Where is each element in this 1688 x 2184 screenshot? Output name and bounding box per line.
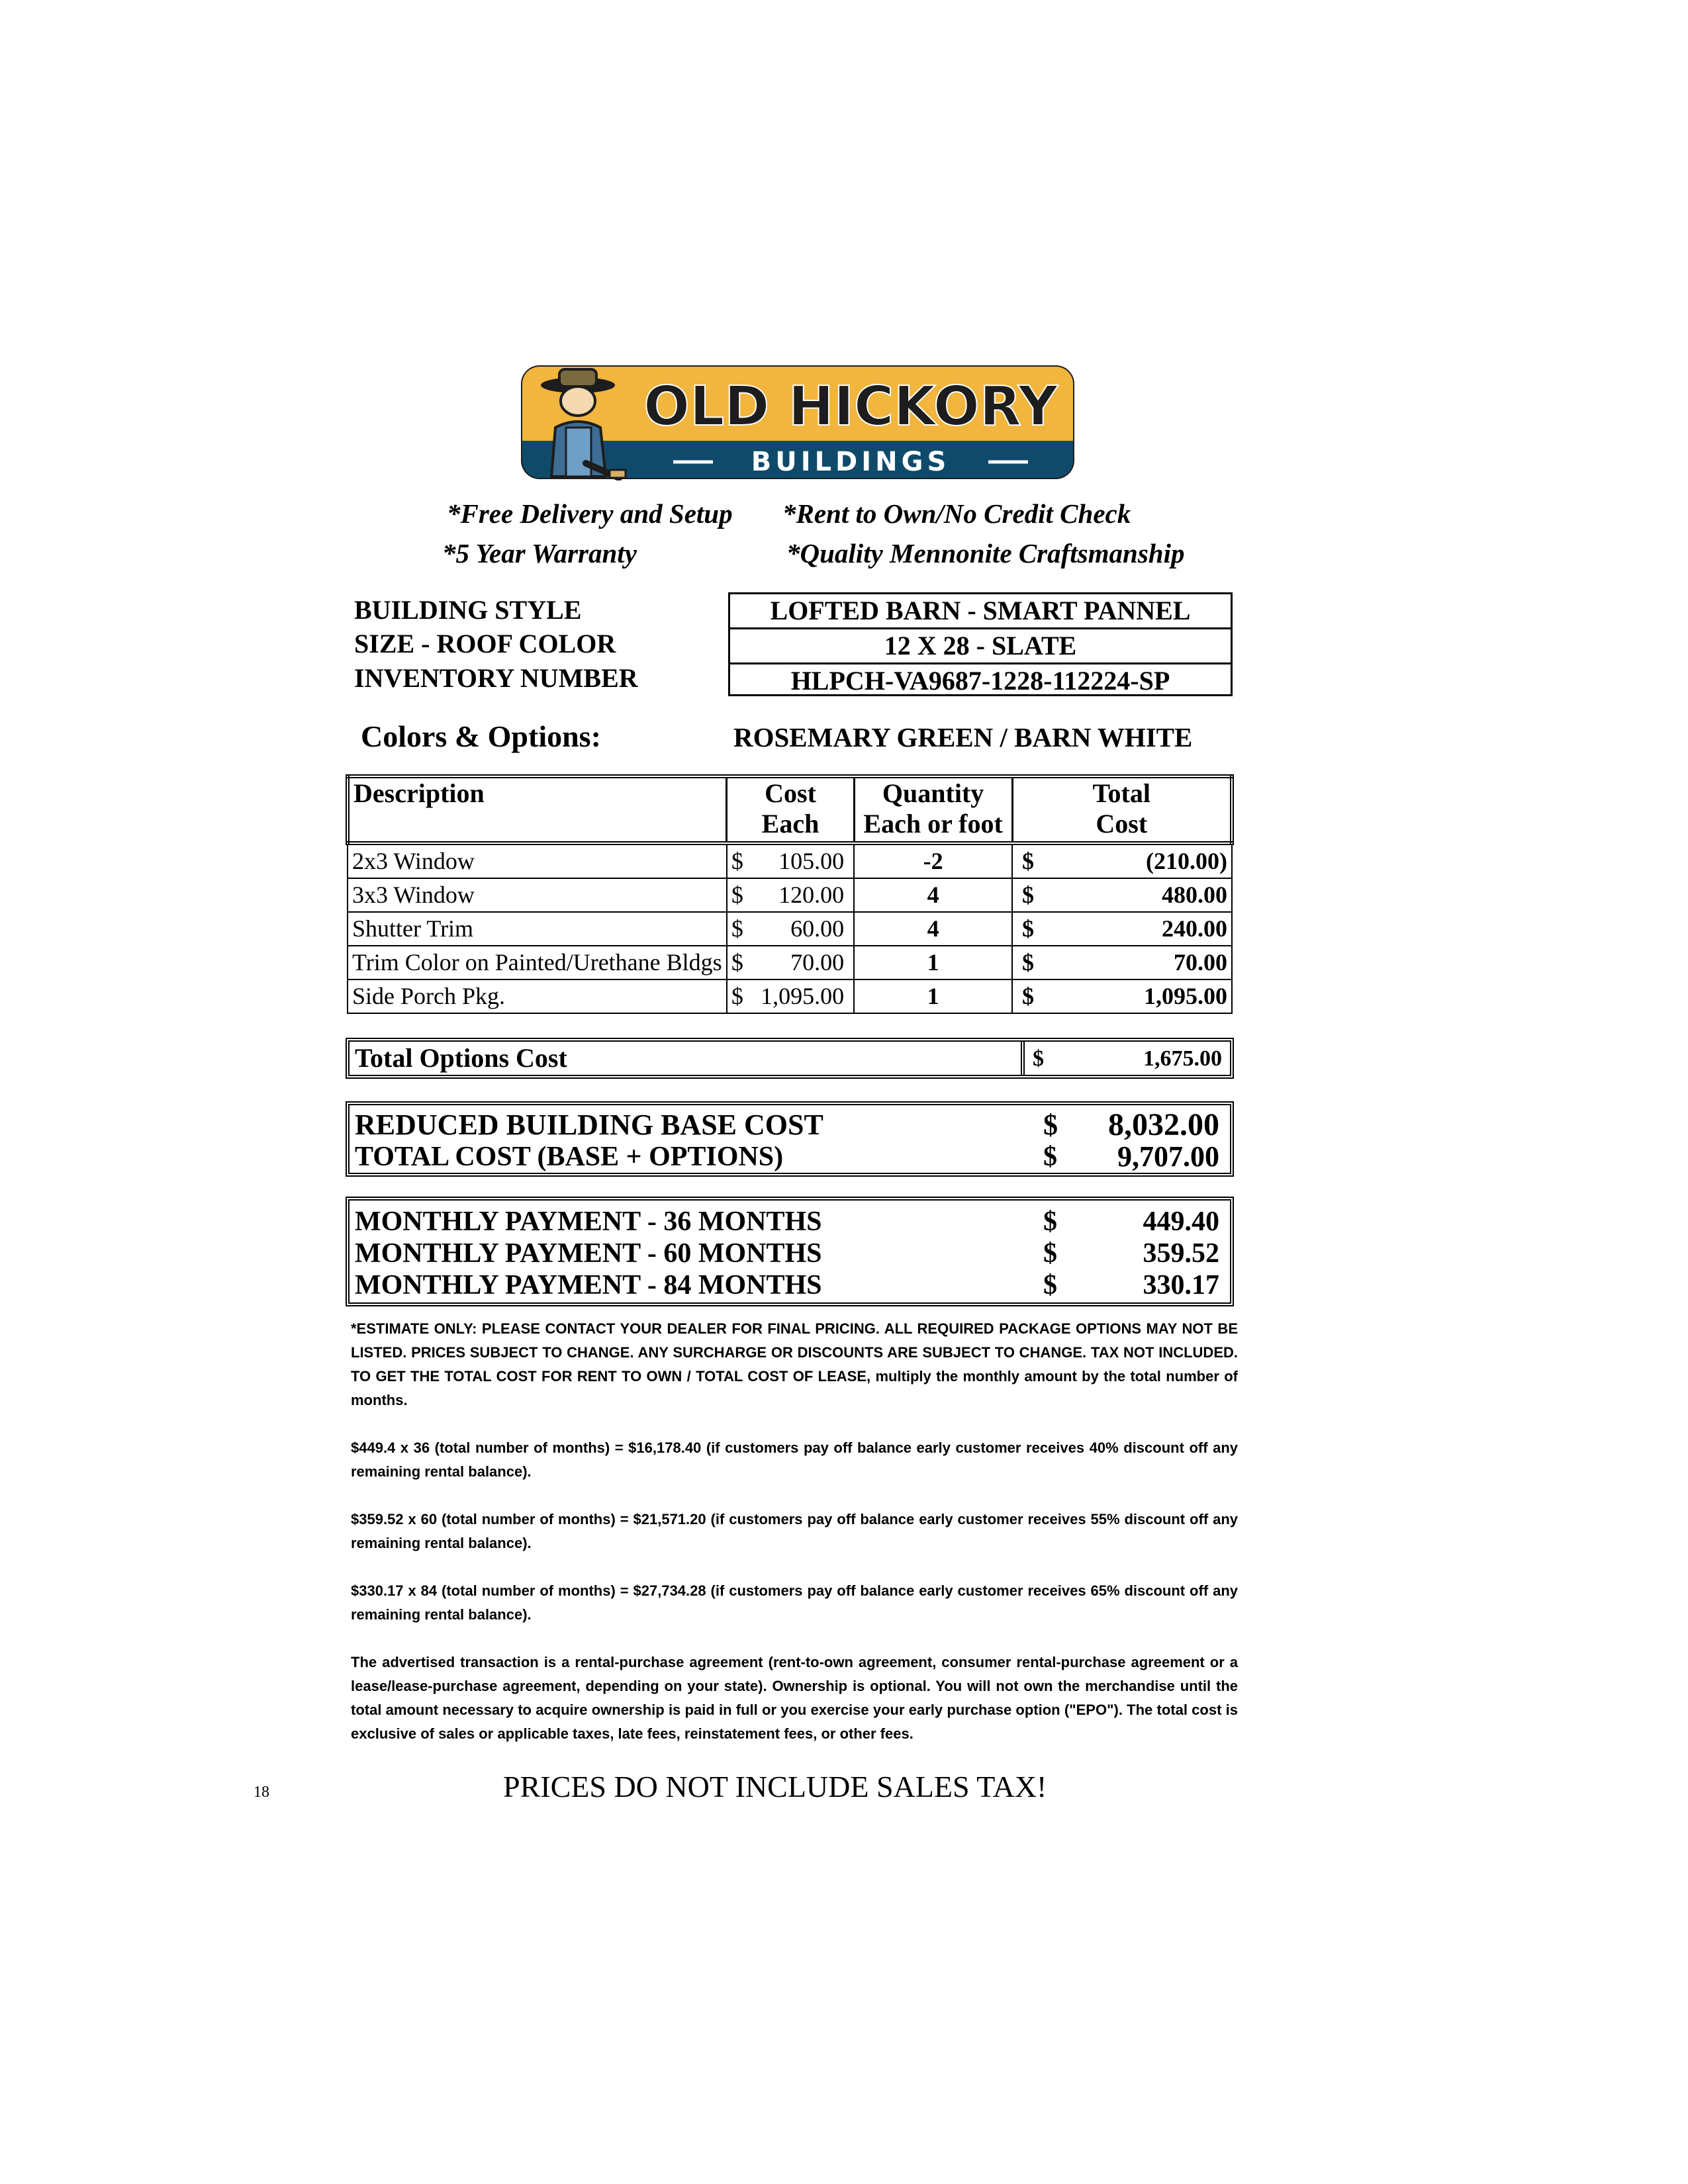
base-cost-label: REDUCED BUILDING BASE COST bbox=[355, 1109, 823, 1141]
sales-tax-note: PRICES DO NOT INCLUDE SALES TAX! bbox=[503, 1770, 1047, 1803]
tagline-craftsmanship: *Quality Mennonite Craftsmanship bbox=[786, 538, 1185, 569]
total-options-label: Total Options Cost bbox=[350, 1042, 1025, 1075]
option-total-cost: $ 480.00 bbox=[1012, 878, 1232, 912]
inventory-number-value: HLPCH-VA9687-1228-112224-SP bbox=[790, 666, 1170, 696]
header-quantity: Quantity Each or foot bbox=[854, 776, 1012, 843]
option-total-cost: $ 70.00 bbox=[1012, 946, 1232, 979]
calc-84-months: $330.17 x 84 (total number of months) = $27,734.28 (if customers pay off balance early customer receives 65% discount off any remaining rental balance). bbox=[351, 1582, 1238, 1623]
disclaimer-text bbox=[351, 1317, 1238, 1770]
calc-60-months: $359.52 x 60 (total number of months) = $21,571.20 (if customers pay off balance early customer receives 55% discount off any remaining rental balance). bbox=[351, 1511, 1238, 1551]
total-cost-value: 9,707.00 bbox=[1117, 1140, 1219, 1173]
option-total-cost: $ 1,095.00 bbox=[1012, 979, 1232, 1013]
option-row bbox=[348, 979, 1232, 1013]
tagline-warranty: *5 Year Warranty bbox=[442, 538, 637, 569]
monthly-payment-currency: $ bbox=[1043, 1270, 1057, 1300]
colors-options-value: ROSEMARY GREEN / BARN WHITE bbox=[733, 722, 1193, 752]
size-roof-color-value: 12 X 28 - SLATE bbox=[730, 629, 1231, 664]
option-description: Shutter Trim bbox=[348, 912, 727, 946]
header-total-cost: Total Cost bbox=[1092, 778, 1150, 839]
monthly-payments-box bbox=[346, 1197, 1234, 1306]
logo-title: OLD HICKORY bbox=[643, 375, 1058, 438]
option-quantity: 4 bbox=[854, 912, 1012, 946]
option-total-cost: $ (210.00) bbox=[1012, 843, 1232, 878]
total-options-currency: $ bbox=[1033, 1046, 1044, 1071]
option-cost-each: $ 60.00 bbox=[727, 912, 854, 946]
base-cost-row bbox=[350, 1109, 1230, 1141]
option-quantity: -2 bbox=[854, 843, 1012, 878]
option-description: 2x3 Window bbox=[348, 843, 727, 878]
base-cost-currency: $ bbox=[1043, 1109, 1058, 1141]
total-options-row bbox=[346, 1038, 1234, 1079]
total-cost-row bbox=[350, 1141, 1230, 1173]
option-cost-each: $ 120.00 bbox=[727, 878, 854, 912]
cost-summary-box bbox=[346, 1101, 1234, 1177]
building-style-label: BUILDING STYLE bbox=[354, 595, 582, 625]
option-row bbox=[348, 912, 1232, 946]
building-info-box bbox=[728, 592, 1233, 696]
monthly-payment-value: 330.17 bbox=[1143, 1270, 1219, 1300]
option-quantity: 4 bbox=[854, 878, 1012, 912]
estimate-disclaimer: *ESTIMATE ONLY: PLEASE CONTACT YOUR DEALER FOR FINAL PRICING. ALL REQUIRED PACKAGE OPTIONS MAY NOT BE LISTED. PRICES SUBJECT TO CHANGE. ANY SURCHARGE OR DISCOUNTS ARE SUBJECT TO CHANGE. TAX NOT INCLUDED. TO GET THE TOTAL COST FOR RENT TO OWN / TOTAL COST OF LEASE, multiply the monthly amount by the total number of months. bbox=[351, 1320, 1238, 1408]
option-total-cost: $ 240.00 bbox=[1012, 912, 1232, 946]
base-cost-value: 8,032.00 bbox=[1108, 1107, 1219, 1142]
size-roof-color-label: SIZE - ROOF COLOR bbox=[354, 629, 616, 659]
monthly-payment-currency: $ bbox=[1043, 1238, 1057, 1269]
rental-purchase-disclosure: The advertised transaction is a rental-purchase agreement (rent-to-own agreement, consumer rental-purchase agreement or a lease/lease-purchase agreement, depending on your state). Ownership is optional. You will not own the merchandise until the total amount necessary to acquire ownership is paid in full or you exercise your early purchase option ("EPO"). The total cost is exclusive of sales or applicable taxes, late fees, reinstatement fees, or other fees. bbox=[351, 1654, 1238, 1742]
monthly-payment-label: MONTHLY PAYMENT - 60 MONTHS bbox=[355, 1238, 822, 1269]
page-number: 18 bbox=[254, 1784, 269, 1801]
monthly-payment-row bbox=[350, 1238, 1230, 1269]
options-table bbox=[346, 774, 1234, 1014]
option-cost-each: $ 1,095.00 bbox=[727, 979, 854, 1013]
option-description: 3x3 Window bbox=[348, 878, 727, 912]
option-cost-each: $ 70.00 bbox=[727, 946, 854, 979]
monthly-payment-row bbox=[350, 1206, 1230, 1238]
header-description: Description bbox=[348, 776, 727, 843]
option-cost-each: $ 105.00 bbox=[727, 843, 854, 878]
calc-36-months: $449.4 x 36 (total number of months) = $16,178.40 (if customers pay off balance early customer receives 40% discount off any remaining rental balance). bbox=[351, 1439, 1238, 1480]
option-description: Side Porch Pkg. bbox=[348, 979, 727, 1013]
monthly-payment-currency: $ bbox=[1043, 1206, 1057, 1237]
monthly-payment-value: 449.40 bbox=[1143, 1206, 1219, 1237]
options-table-header bbox=[348, 776, 1232, 843]
monthly-payment-label: MONTHLY PAYMENT - 36 MONTHS bbox=[355, 1206, 822, 1237]
logo-subtitle: BUILDINGS bbox=[751, 447, 951, 477]
total-cost-label: TOTAL COST (BASE + OPTIONS) bbox=[355, 1142, 784, 1172]
total-cost-currency: $ bbox=[1043, 1142, 1057, 1172]
option-row bbox=[348, 946, 1232, 979]
monthly-payment-value: 359.52 bbox=[1143, 1238, 1219, 1269]
monthly-payment-row bbox=[350, 1269, 1230, 1301]
colors-options-label: Colors & Options: bbox=[361, 719, 601, 753]
option-description: Trim Color on Painted/Urethane Bldgs bbox=[348, 946, 727, 979]
old-hickory-buildings-logo bbox=[520, 364, 1076, 480]
option-quantity: 1 bbox=[854, 946, 1012, 979]
header-cost-each: Cost Each bbox=[727, 776, 854, 843]
building-style-value: LOFTED BARN - SMART PANNEL bbox=[730, 594, 1231, 629]
option-quantity: 1 bbox=[854, 979, 1012, 1013]
tagline-free-delivery: *Free Delivery and Setup bbox=[447, 498, 733, 529]
inventory-number-label: INVENTORY NUMBER bbox=[354, 663, 638, 693]
tagline-rent-to-own: *Rent to Own/No Credit Check bbox=[782, 498, 1131, 529]
total-options-value: 1,675.00 bbox=[1143, 1046, 1222, 1071]
option-row bbox=[348, 878, 1232, 912]
option-row bbox=[348, 843, 1232, 878]
monthly-payment-label: MONTHLY PAYMENT - 84 MONTHS bbox=[355, 1270, 822, 1300]
